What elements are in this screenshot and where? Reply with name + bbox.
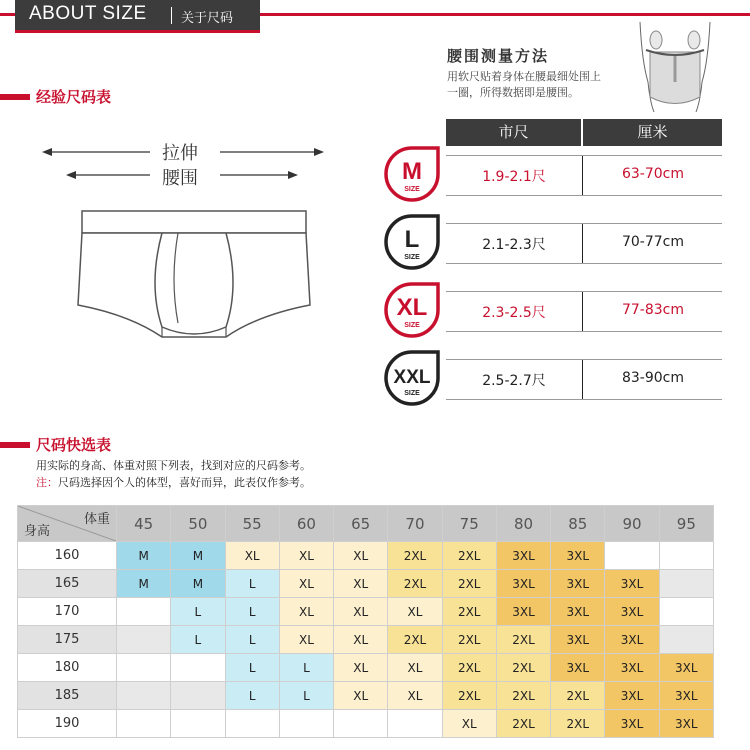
size-cell: 3XL — [551, 570, 605, 598]
height-row — [18, 682, 714, 710]
size-badge-m — [380, 142, 444, 206]
size-cell — [334, 710, 388, 738]
size-row-bottom-line — [446, 399, 722, 400]
waist-label: 腰围 — [162, 168, 198, 189]
size-cell: XL — [279, 626, 333, 654]
size-cell: 3XL — [551, 626, 605, 654]
size-cell: M — [171, 542, 225, 570]
size-row-divider — [582, 224, 583, 263]
size-cell — [171, 710, 225, 738]
size-cell — [388, 710, 442, 738]
size-cell: XL — [334, 542, 388, 570]
size-row-bottom-line — [446, 331, 722, 332]
size-badge-letter: M — [402, 158, 422, 185]
weight-header: 80 — [496, 506, 550, 542]
size-cell: 3XL — [496, 542, 550, 570]
size-cell: 2XL — [388, 626, 442, 654]
height-header: 175 — [18, 626, 117, 654]
size-cell: L — [279, 654, 333, 682]
size-cell: 3XL — [551, 542, 605, 570]
size-cell: 2XL — [388, 542, 442, 570]
size-cell: 3XL — [551, 654, 605, 682]
size-cm-value: 83-90cm — [621, 370, 684, 386]
size-cell: 3XL — [605, 598, 659, 626]
height-header: 170 — [18, 598, 117, 626]
size-badge-xl — [380, 278, 444, 342]
height-header: 180 — [18, 654, 117, 682]
size-cell: XL — [225, 542, 279, 570]
size-cell: XL — [334, 626, 388, 654]
size-badge-letter: L — [404, 226, 420, 253]
size-cm-value: 63-70cm — [621, 166, 684, 182]
size-cell: 2XL — [442, 570, 496, 598]
height-label: 身高 — [24, 524, 51, 539]
size-row-divider — [582, 156, 583, 195]
size-cell: 3XL — [496, 598, 550, 626]
size-cell — [117, 682, 171, 710]
weight-header: 75 — [442, 506, 496, 542]
size-row-top-line — [446, 155, 722, 156]
size-cell: 3XL — [551, 598, 605, 626]
size-cell — [279, 710, 333, 738]
size-cell: 2XL — [442, 654, 496, 682]
size-badge-word: SIZE — [404, 186, 420, 193]
size-cell: 3XL — [605, 654, 659, 682]
size-chi-value: 2.1-2.3尺 — [482, 237, 546, 253]
weight-header: 65 — [334, 506, 388, 542]
size-cell: XL — [279, 570, 333, 598]
size-badge-xxl — [380, 346, 444, 410]
size-row-bottom-line — [446, 263, 722, 264]
size-badge-word: SIZE — [404, 254, 420, 261]
size-cell: L — [279, 682, 333, 710]
size-cell: 3XL — [659, 654, 713, 682]
size-chi-value: 2.3-2.5尺 — [482, 305, 546, 321]
height-row — [18, 654, 714, 682]
size-badge-letter: XL — [396, 294, 428, 321]
size-cell — [225, 710, 279, 738]
size-cell: 2XL — [551, 682, 605, 710]
size-cell: XL — [388, 654, 442, 682]
size-row-top-line — [446, 223, 722, 224]
size-cell: XL — [279, 598, 333, 626]
size-badge-l — [380, 210, 444, 274]
size-cell — [117, 710, 171, 738]
size-cell — [659, 542, 713, 570]
briefs-illustration — [70, 205, 320, 350]
quick-note: 注：尺码选择因个人的体型，喜好而异，此表仅作参考。 — [36, 476, 311, 489]
height-row — [18, 598, 714, 626]
header-title: ABOUT SIZE — [29, 3, 147, 24]
size-cell: XL — [334, 570, 388, 598]
size-badge-letter: XXL — [393, 367, 431, 388]
size-cell — [117, 654, 171, 682]
size-cell: 2XL — [442, 542, 496, 570]
size-cell: 3XL — [659, 682, 713, 710]
size-cell: 2XL — [551, 710, 605, 738]
size-cell: 3XL — [605, 682, 659, 710]
size-cell — [117, 598, 171, 626]
height-header: 185 — [18, 682, 117, 710]
size-cell — [605, 542, 659, 570]
size-cell — [171, 682, 225, 710]
weight-header: 55 — [225, 506, 279, 542]
size-cell: L — [225, 682, 279, 710]
size-cell: L — [225, 626, 279, 654]
size-cell: XL — [334, 654, 388, 682]
size-row-top-line — [446, 291, 722, 292]
size-cell: 2XL — [496, 654, 550, 682]
size-cell: 2XL — [442, 626, 496, 654]
corner-header — [18, 506, 117, 542]
size-cm-value: 70-77cm — [621, 234, 684, 250]
size-quick-table — [17, 505, 714, 738]
weight-header: 50 — [171, 506, 225, 542]
size-cell: M — [117, 570, 171, 598]
size-chi-value: 1.9-2.1尺 — [482, 169, 546, 185]
col-cm-header: 厘米 — [583, 119, 722, 146]
size-cell: 2XL — [496, 710, 550, 738]
size-cell — [659, 598, 713, 626]
size-cell: 3XL — [605, 570, 659, 598]
size-cell — [117, 626, 171, 654]
size-cell: 2XL — [442, 682, 496, 710]
size-cell: L — [225, 598, 279, 626]
size-cell: 3XL — [496, 570, 550, 598]
size-cell: L — [171, 626, 225, 654]
height-row — [18, 710, 714, 738]
size-cell: 2XL — [388, 570, 442, 598]
stretch-label: 拉伸 — [162, 143, 198, 164]
section-marker — [0, 442, 30, 448]
weight-header: 70 — [388, 506, 442, 542]
size-cm-value: 77-83cm — [621, 302, 684, 318]
size-cell: 2XL — [496, 626, 550, 654]
size-cell: 3XL — [659, 710, 713, 738]
height-header: 190 — [18, 710, 117, 738]
size-row-divider — [582, 292, 583, 331]
size-cell: XL — [388, 598, 442, 626]
size-cell: L — [171, 598, 225, 626]
weight-header: 85 — [551, 506, 605, 542]
size-row-divider — [582, 360, 583, 399]
height-header: 165 — [18, 570, 117, 598]
col-chi-header: 市尺 — [446, 119, 581, 146]
about-size-tab — [15, 0, 260, 33]
weight-label: 体重 — [83, 512, 110, 527]
size-row-top-line — [446, 359, 722, 360]
size-row-bottom-line — [446, 195, 722, 196]
weight-header: 90 — [605, 506, 659, 542]
section-marker — [0, 94, 30, 100]
size-cell: L — [225, 570, 279, 598]
size-cell: M — [171, 570, 225, 598]
height-header: 160 — [18, 542, 117, 570]
header-subtitle: 关于尺码 — [181, 11, 234, 26]
size-cell — [659, 626, 713, 654]
size-cell: XL — [334, 598, 388, 626]
size-cell: XL — [279, 542, 333, 570]
weight-header: 45 — [117, 506, 171, 542]
size-cell: XL — [334, 682, 388, 710]
height-row — [18, 542, 714, 570]
weight-header: 95 — [659, 506, 713, 542]
waist-measure-desc: 用软尺贴着身体在腰最细处围上 一圈，所得数据即是腰围。 — [447, 70, 601, 99]
height-row — [18, 570, 714, 598]
quick-desc: 用实际的身高、体重对照下列表，找到对应的尺码参考。 — [36, 459, 311, 472]
size-badge-word: SIZE — [404, 390, 420, 397]
header-divider — [171, 7, 172, 24]
size-cell: M — [117, 542, 171, 570]
size-cell: XL — [442, 710, 496, 738]
size-badge-word: SIZE — [404, 322, 420, 329]
waist-measure-title: 腰围测量方法 — [447, 47, 550, 65]
height-row — [18, 626, 714, 654]
size-chi-value: 2.5-2.7尺 — [482, 373, 546, 389]
size-cell — [659, 570, 713, 598]
size-cell: 2XL — [496, 682, 550, 710]
waist-measure-figure — [620, 22, 730, 112]
size-cell: 3XL — [605, 626, 659, 654]
size-cell: 3XL — [605, 710, 659, 738]
size-cell: XL — [388, 682, 442, 710]
size-cell: L — [225, 654, 279, 682]
size-cell: 2XL — [442, 598, 496, 626]
size-cell — [171, 654, 225, 682]
weight-header: 60 — [279, 506, 333, 542]
